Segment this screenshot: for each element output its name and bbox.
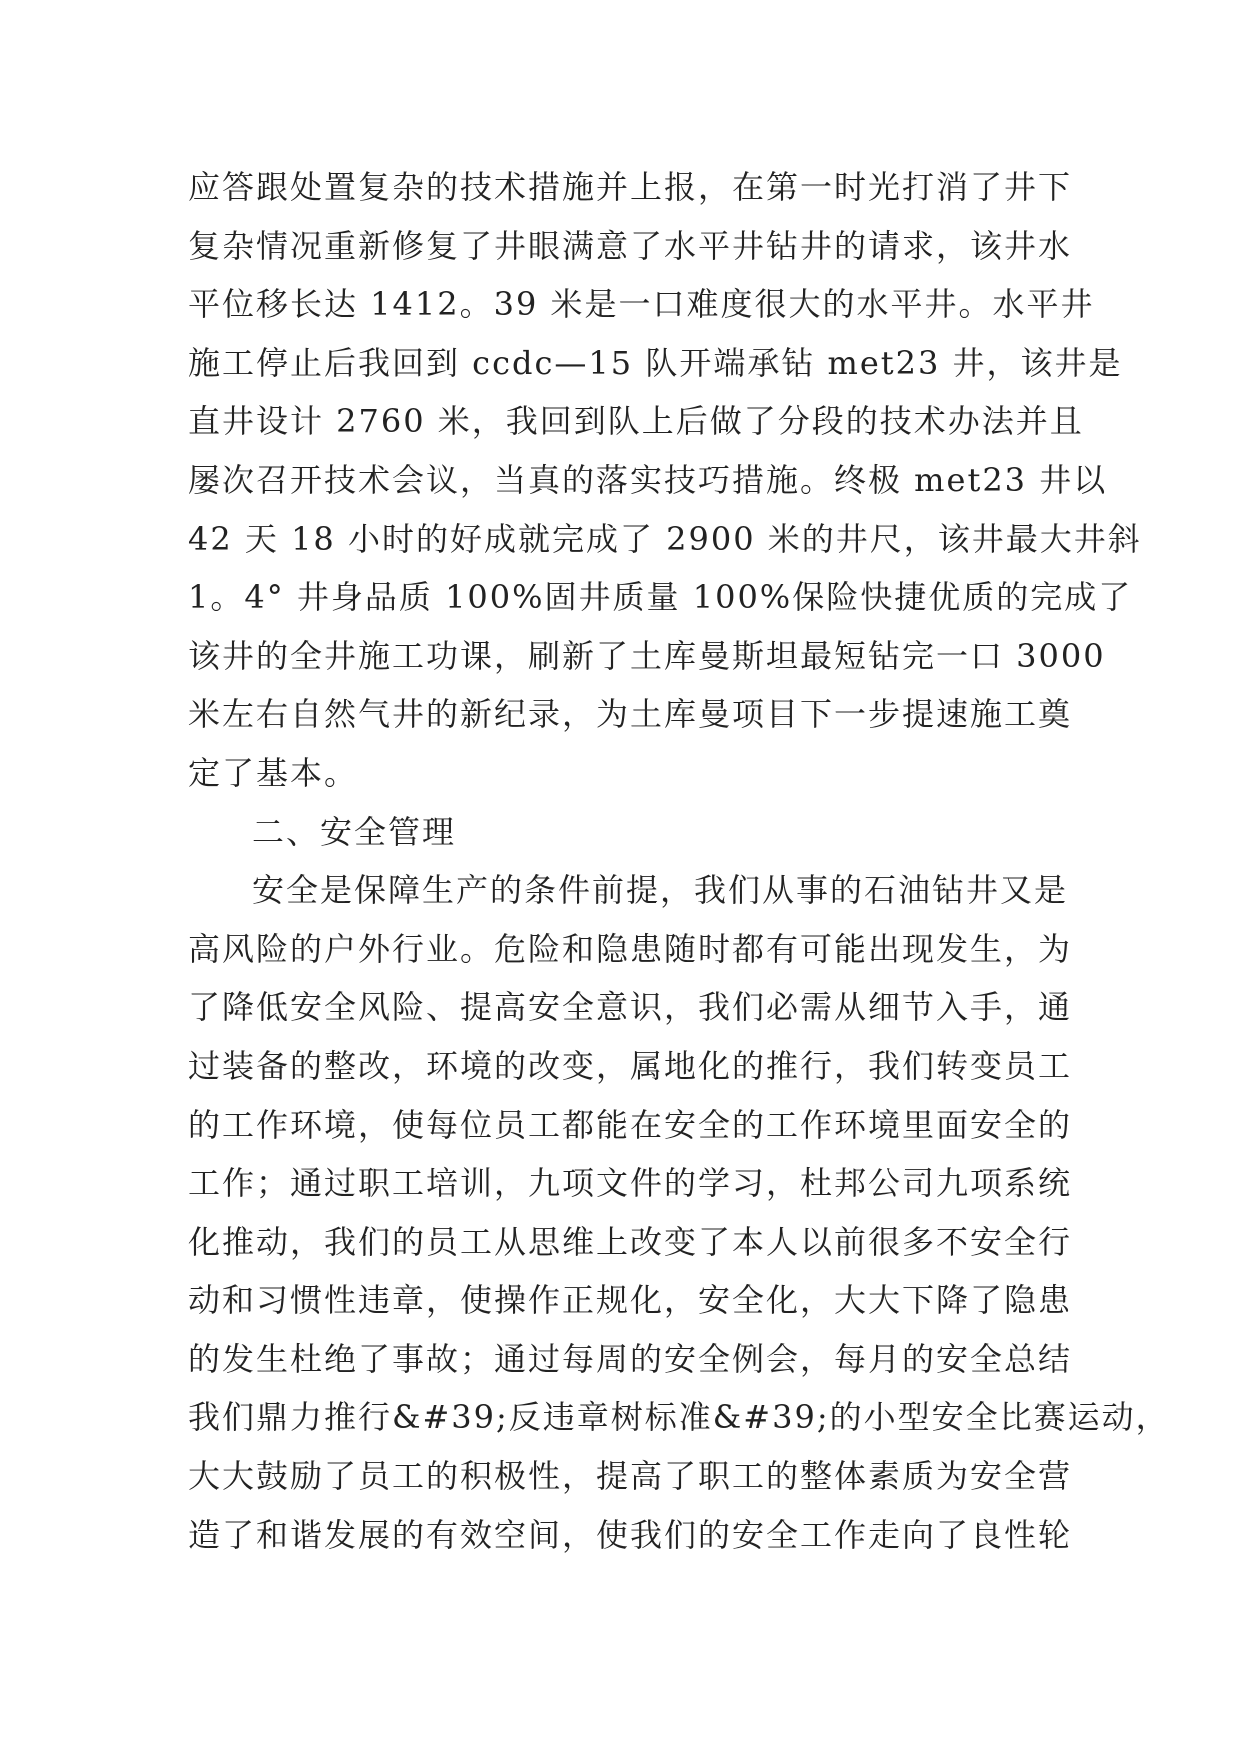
text-line: 了降低安全风险、提高安全意识，我们必需从细节入手，通	[188, 988, 1073, 1027]
text-line: 高风险的户外行业。危险和隐患随时都有可能出现发生，为	[188, 929, 1073, 968]
text-line: 大大鼓励了员工的积极性，提高了职工的整体素质为安全营	[188, 1457, 1073, 1496]
text-line: 造了和谐发展的有效空间，使我们的安全工作走向了良性轮	[188, 1515, 1073, 1554]
text-line: 工作；通过职工培训，九项文件的学习，杜邦公司九项系统	[188, 1164, 1073, 1203]
text-line: 我们鼎力推行&#39;反违章树标准&#39;的小型安全比赛运动，	[188, 1398, 1170, 1437]
text-line: 直井设计 2760 米，我回到队上后做了分段的技术办法并且	[188, 402, 1084, 441]
text-line: 定了基本。	[188, 753, 359, 792]
text-line: 1。4° 井身品质 100%固井质量 100%保险快捷优质的完成了	[188, 578, 1133, 617]
section-heading: 二、安全管理	[252, 812, 457, 851]
document-body	[188, 158, 1170, 1564]
text-line: 化推动，我们的员工从思维上改变了本人以前很多不安全行	[188, 1222, 1073, 1261]
text-line: 应答跟处置复杂的技术措施并上报，在第一时光打消了井下	[188, 168, 1073, 206]
text-line: 的发生杜绝了事故；通过每周的安全例会，每月的安全总结	[188, 1339, 1073, 1378]
text-line: 该井的全井施工功课，刷新了土库曼斯坦最短钻完一口 3000	[188, 636, 1106, 675]
text-line: 的工作环境，使每位员工都能在安全的工作环境里面安全的	[188, 1105, 1073, 1144]
text-line: 平位移长达 1412。39 米是一口难度很大的水平井。水平井	[188, 285, 1095, 324]
text-line: 安全是保障生产的条件前提，我们从事的石油钻井又是	[252, 871, 1069, 910]
text-line: 米左右自然气井的新纪录，为土库曼项目下一步提速施工奠	[188, 695, 1073, 734]
text-line: 施工停止后我回到 ccdc—15 队开端承钻 met23 井，该井是	[188, 343, 1123, 382]
text-line: 动和习惯性违章，使操作正规化，安全化，大大下降了隐患	[188, 1281, 1073, 1320]
text-line: 42 天 18 小时的好成就完成了 2900 米的井尺，该井最大井斜	[188, 519, 1142, 558]
text-line: 复杂情况重新修复了井眼满意了水平井钻井的请求，该井水	[188, 226, 1073, 265]
text-line: 过装备的整改，环境的改变，属地化的推行，我们转变员工	[188, 1046, 1073, 1085]
text-line: 屡次召开技术会议，当真的落实技巧措施。终极 met23 井以	[188, 460, 1108, 499]
